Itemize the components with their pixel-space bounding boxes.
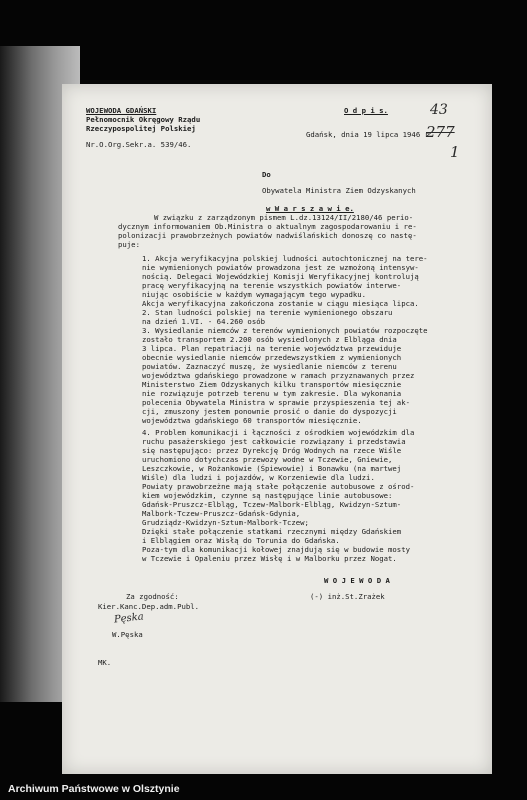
text-line: Grudziądz-Kwidzyn-Sztum-Malbork-Tczew; (142, 518, 309, 527)
text-line: dycznym informowaniem Ob.Ministra o aktualnym zagospodarowaniu i re- (118, 222, 417, 231)
recipient-city: w W a r s z a w i e. (266, 204, 354, 213)
text-line: województwa gdańskiego 60 transportów miesięcznie. (142, 416, 362, 425)
typist-initials: MK. (98, 658, 112, 667)
text-line: Akcja weryfikacyjna zakończona zostanie w ciągu miesiąca lipca. (142, 299, 419, 308)
text-line: Leszczkowie, w Rożankowie (Śpiewowie) i Bonawku (na martwej (142, 464, 402, 473)
recipient-to: Do (262, 170, 271, 179)
certification-department: Kier.Kanc.Dep.adm.Publ. (98, 602, 200, 611)
text-line: i Elblągiem oraz Wisłą do Torunia do Gdańska. (142, 536, 340, 545)
archive-footer: Archiwum Państwowe w Olsztynie (0, 778, 527, 800)
margin-number-crossed: 277 (426, 123, 455, 141)
text-line: powiatów. Zaznaczyć muszę, że wysiedlanie niemców z terenu (142, 362, 397, 371)
recipient-name: Obywatela Ministra Ziem Odzyskanych (262, 186, 416, 195)
point-3 (142, 326, 428, 425)
text-line: uruchomiono dotychczas przewozy wodne w Tczewie, Gniewie, (142, 455, 393, 464)
text-line: województwa gdańskiego prowadzone w ramach przyznawanych przez (142, 371, 415, 380)
point-4 (142, 428, 414, 563)
text-line: Powiaty prawobrzeżne mają stałe połączenie autobusowe z ośrod- (142, 482, 415, 491)
text-line: kiem wojewódzkim, czynne są następujące linie autobusowe: (142, 491, 393, 500)
text-line: nie rozwiązuje potrzeb terenu w tym zakresie. Dla wykonania (142, 389, 402, 398)
text-line: Gdańsk-Pruszcz-Elbląg, Tczew-Malbork-Elbląg, Kwidzyn-Sztum- (142, 500, 402, 509)
text-line: zostało transportem 2.200 osób wysiedlonych z Elbląga dnia (142, 335, 397, 344)
text-line: się następująco: przez Dyrekcję Dróg Wodnych na rzece Wiśle (142, 446, 402, 455)
text-line: Dzięki stałe połączenie statkami rzecznymi między Gdańskiem (142, 527, 402, 536)
text-line: Poza-tym dla komunikacji kołowej znajdują się w budowie mosty (142, 545, 410, 554)
issuer-line: Pełnomocnik Okręgowy Rządu (86, 115, 201, 124)
signature-title: W O J E W O D A (324, 576, 390, 585)
copy-label: O d p i s. (344, 106, 388, 115)
issuer-line: WOJEWODA GDAŃSKI (86, 106, 157, 115)
margin-number: 43 (430, 102, 448, 118)
text-line: 1. Akcja weryfikacyjna polskiej ludności autochtonicznej na tere- (142, 254, 428, 263)
text-line: puje: (118, 240, 140, 249)
text-line: nością. Delegaci Wojewódzkiej Komisji Weryfikacyjnej kontrolują (142, 272, 419, 281)
place-and-date: Gdańsk, dnia 19 lipca 1946 r. (306, 130, 434, 139)
document-page (62, 84, 492, 774)
certifier-name: W.Pęska (112, 630, 143, 639)
issuer-line: Rzeczypospolitej Polskiej (86, 124, 196, 133)
margin-number-small: 1 (450, 143, 460, 161)
signature-name: (-) inż.St.Zrażek (310, 592, 385, 601)
text-line: Wiśle) dla ludzi i pojazdów, w Korzeniewie dla ludzi. (142, 473, 375, 482)
text-line: nie wymienionych powiatów prowadzona jest ze wzmożoną intensyw- (142, 263, 419, 272)
text-line: na dzień 1.VI. - 64.260 osób (142, 317, 266, 326)
handwritten-signature: Pęska (113, 611, 145, 626)
text-line: W związku z zarządzonym pismem L.dz.13124/II/2180/46 perio- (154, 213, 414, 222)
reference-number: Nr.O.Org.Sekr.a. 539/46. (86, 140, 192, 149)
text-line: polonizacji prawobrzeżnych powiatów nadwiślańskich donoszę co nastę- (118, 231, 417, 240)
text-line: polecenia Obywatela Ministra w sprawie przyspieszenia tej ak- (142, 398, 410, 407)
text-line: 3. Wysiedlanie niemców z terenów wymienionych powiatów rozpoczęte (142, 326, 428, 335)
text-line: ruchu pasażerskiego jest całkowicie rozwiązany i przedstawia (142, 437, 406, 446)
text-line: cji, zmuszony jestem ponownie prosić o danie do dyspozycji (142, 407, 397, 416)
text-line: obecnie wysiedlanie niemców przedewszystkiem z wymienionych (142, 353, 402, 362)
text-line: w Tczewie i Opaleniu przez Wisłę i w Malborku przez Nogat. (142, 554, 397, 563)
text-line: Ministerstwo Ziem Odzyskanych kilku transportów miesięcznie (142, 380, 402, 389)
certification-label: Za zgodność: (126, 592, 179, 601)
text-line: 4. Problem komunikacji i łączności z ośrodkiem wojewódzkim dla (142, 428, 415, 437)
points-1-2 (142, 254, 428, 326)
issuer-block (86, 106, 200, 133)
text-line: niując osobiście w każdym wymagającym tego wypadku. (142, 290, 367, 299)
text-line: pracę weryfikacyjną na terenie wszystkich powiatów interwe- (142, 281, 402, 290)
text-line: 3 lipca. Plan repatriacji na terenie województwa przewiduje (142, 344, 402, 353)
text-line: 2. Stan ludności polskiej na terenie wymienionego obszaru (142, 308, 393, 317)
intro-paragraph (118, 213, 417, 249)
text-line: Malbork-Tczew-Pruszcz-Gdańsk-Gdynia, (142, 509, 301, 518)
